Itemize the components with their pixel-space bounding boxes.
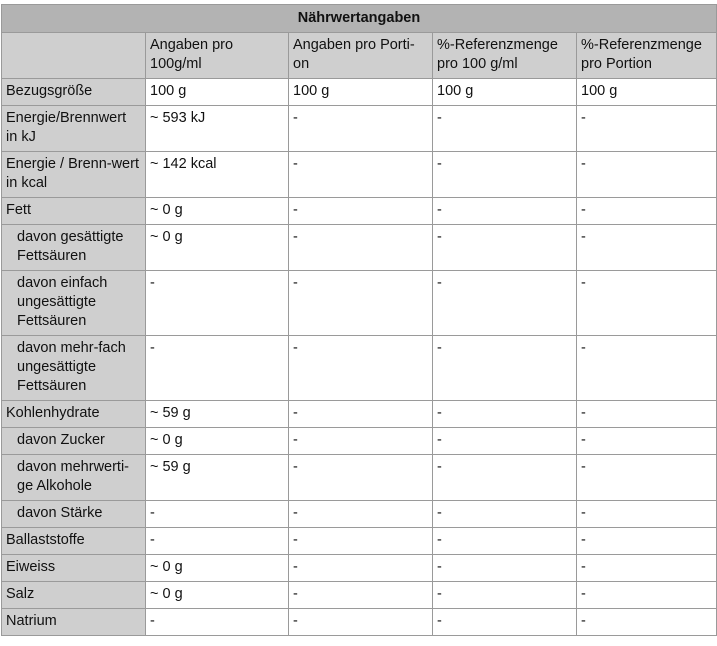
table-row [2, 609, 717, 636]
table-header-row [2, 33, 717, 79]
cell-per-portion: - [289, 609, 433, 636]
cell-ref-per-100g: - [433, 225, 577, 271]
row-label: davon mehrwerti-ge Alkohole [2, 455, 146, 501]
nutrition-table [1, 4, 717, 636]
cell-per-portion: - [289, 528, 433, 555]
cell-ref-per-100g: - [433, 401, 577, 428]
table-row [2, 428, 717, 455]
cell-per-100g: - [146, 336, 289, 401]
cell-per-100g: ~ 0 g [146, 555, 289, 582]
row-label: Ballaststoffe [2, 528, 146, 555]
cell-per-100g: - [146, 271, 289, 336]
cell-ref-per-portion: - [577, 609, 717, 636]
row-label: Fett [2, 198, 146, 225]
row-label: davon gesättigte Fettsäuren [2, 225, 146, 271]
table-title-row [2, 5, 717, 33]
row-label: Bezugsgröße [2, 79, 146, 106]
cell-ref-per-100g: - [433, 198, 577, 225]
cell-ref-per-100g: - [433, 428, 577, 455]
cell-ref-per-portion: 100 g [577, 79, 717, 106]
cell-per-100g: - [146, 609, 289, 636]
cell-per-100g: 100 g [146, 79, 289, 106]
header-empty-cell [2, 33, 146, 79]
table-row [2, 455, 717, 501]
row-label: Energie / Brenn-wert in kcal [2, 152, 146, 198]
cell-ref-per-100g: - [433, 271, 577, 336]
header-per-100g: Angaben pro 100g/ml [146, 33, 289, 79]
cell-per-portion: - [289, 555, 433, 582]
cell-per-100g: ~ 0 g [146, 225, 289, 271]
cell-ref-per-portion: - [577, 198, 717, 225]
cell-per-portion: - [289, 401, 433, 428]
cell-per-portion: - [289, 582, 433, 609]
cell-ref-per-100g: - [433, 106, 577, 152]
row-label: davon einfach ungesättigte Fettsäuren [2, 271, 146, 336]
cell-per-portion: - [289, 152, 433, 198]
cell-per-portion: - [289, 271, 433, 336]
cell-ref-per-100g: - [433, 609, 577, 636]
table-row [2, 106, 717, 152]
row-label: Eiweiss [2, 555, 146, 582]
cell-per-portion: - [289, 336, 433, 401]
table-row [2, 271, 717, 336]
cell-per-portion: - [289, 455, 433, 501]
cell-per-100g: ~ 59 g [146, 455, 289, 501]
cell-ref-per-portion: - [577, 455, 717, 501]
table-row [2, 152, 717, 198]
table-row [2, 225, 717, 271]
table-row [2, 401, 717, 428]
cell-ref-per-portion: - [577, 271, 717, 336]
cell-ref-per-100g: - [433, 336, 577, 401]
row-label: Natrium [2, 609, 146, 636]
cell-per-portion: - [289, 198, 433, 225]
row-label: davon Zucker [2, 428, 146, 455]
cell-ref-per-portion: - [577, 401, 717, 428]
cell-ref-per-portion: - [577, 106, 717, 152]
cell-ref-per-portion: - [577, 428, 717, 455]
cell-ref-per-portion: - [577, 225, 717, 271]
row-label: Salz [2, 582, 146, 609]
table-row [2, 198, 717, 225]
cell-ref-per-portion: - [577, 152, 717, 198]
table-row [2, 528, 717, 555]
cell-ref-per-portion: - [577, 582, 717, 609]
cell-ref-per-100g: - [433, 501, 577, 528]
cell-ref-per-100g: - [433, 152, 577, 198]
cell-per-100g: ~ 0 g [146, 428, 289, 455]
cell-per-portion: - [289, 428, 433, 455]
table-row [2, 79, 717, 106]
cell-ref-per-100g: - [433, 582, 577, 609]
cell-ref-per-100g: - [433, 455, 577, 501]
cell-per-portion: 100 g [289, 79, 433, 106]
row-label: Energie/Brennwert in kJ [2, 106, 146, 152]
cell-per-100g: ~ 0 g [146, 582, 289, 609]
cell-ref-per-100g: - [433, 555, 577, 582]
cell-ref-per-portion: - [577, 336, 717, 401]
table-title: Nährwertangaben [2, 5, 717, 33]
cell-per-100g: - [146, 528, 289, 555]
cell-per-100g: ~ 59 g [146, 401, 289, 428]
cell-ref-per-portion: - [577, 528, 717, 555]
header-ref-per-portion: %-Referenzmenge pro Portion [577, 33, 717, 79]
cell-ref-per-100g: 100 g [433, 79, 577, 106]
cell-per-100g: ~ 0 g [146, 198, 289, 225]
table-row [2, 555, 717, 582]
cell-per-portion: - [289, 106, 433, 152]
header-ref-per-100g: %-Referenzmenge pro 100 g/ml [433, 33, 577, 79]
cell-per-100g: - [146, 501, 289, 528]
header-per-portion: Angaben pro Porti-on [289, 33, 433, 79]
cell-ref-per-portion: - [577, 501, 717, 528]
cell-ref-per-100g: - [433, 528, 577, 555]
table-row [2, 501, 717, 528]
table-row [2, 336, 717, 401]
cell-per-portion: - [289, 501, 433, 528]
cell-per-100g: ~ 593 kJ [146, 106, 289, 152]
cell-per-portion: - [289, 225, 433, 271]
row-label: davon mehr-fach ungesättigte Fettsäuren [2, 336, 146, 401]
cell-per-100g: ~ 142 kcal [146, 152, 289, 198]
cell-ref-per-portion: - [577, 555, 717, 582]
row-label: davon Stärke [2, 501, 146, 528]
table-row [2, 582, 717, 609]
row-label: Kohlenhydrate [2, 401, 146, 428]
